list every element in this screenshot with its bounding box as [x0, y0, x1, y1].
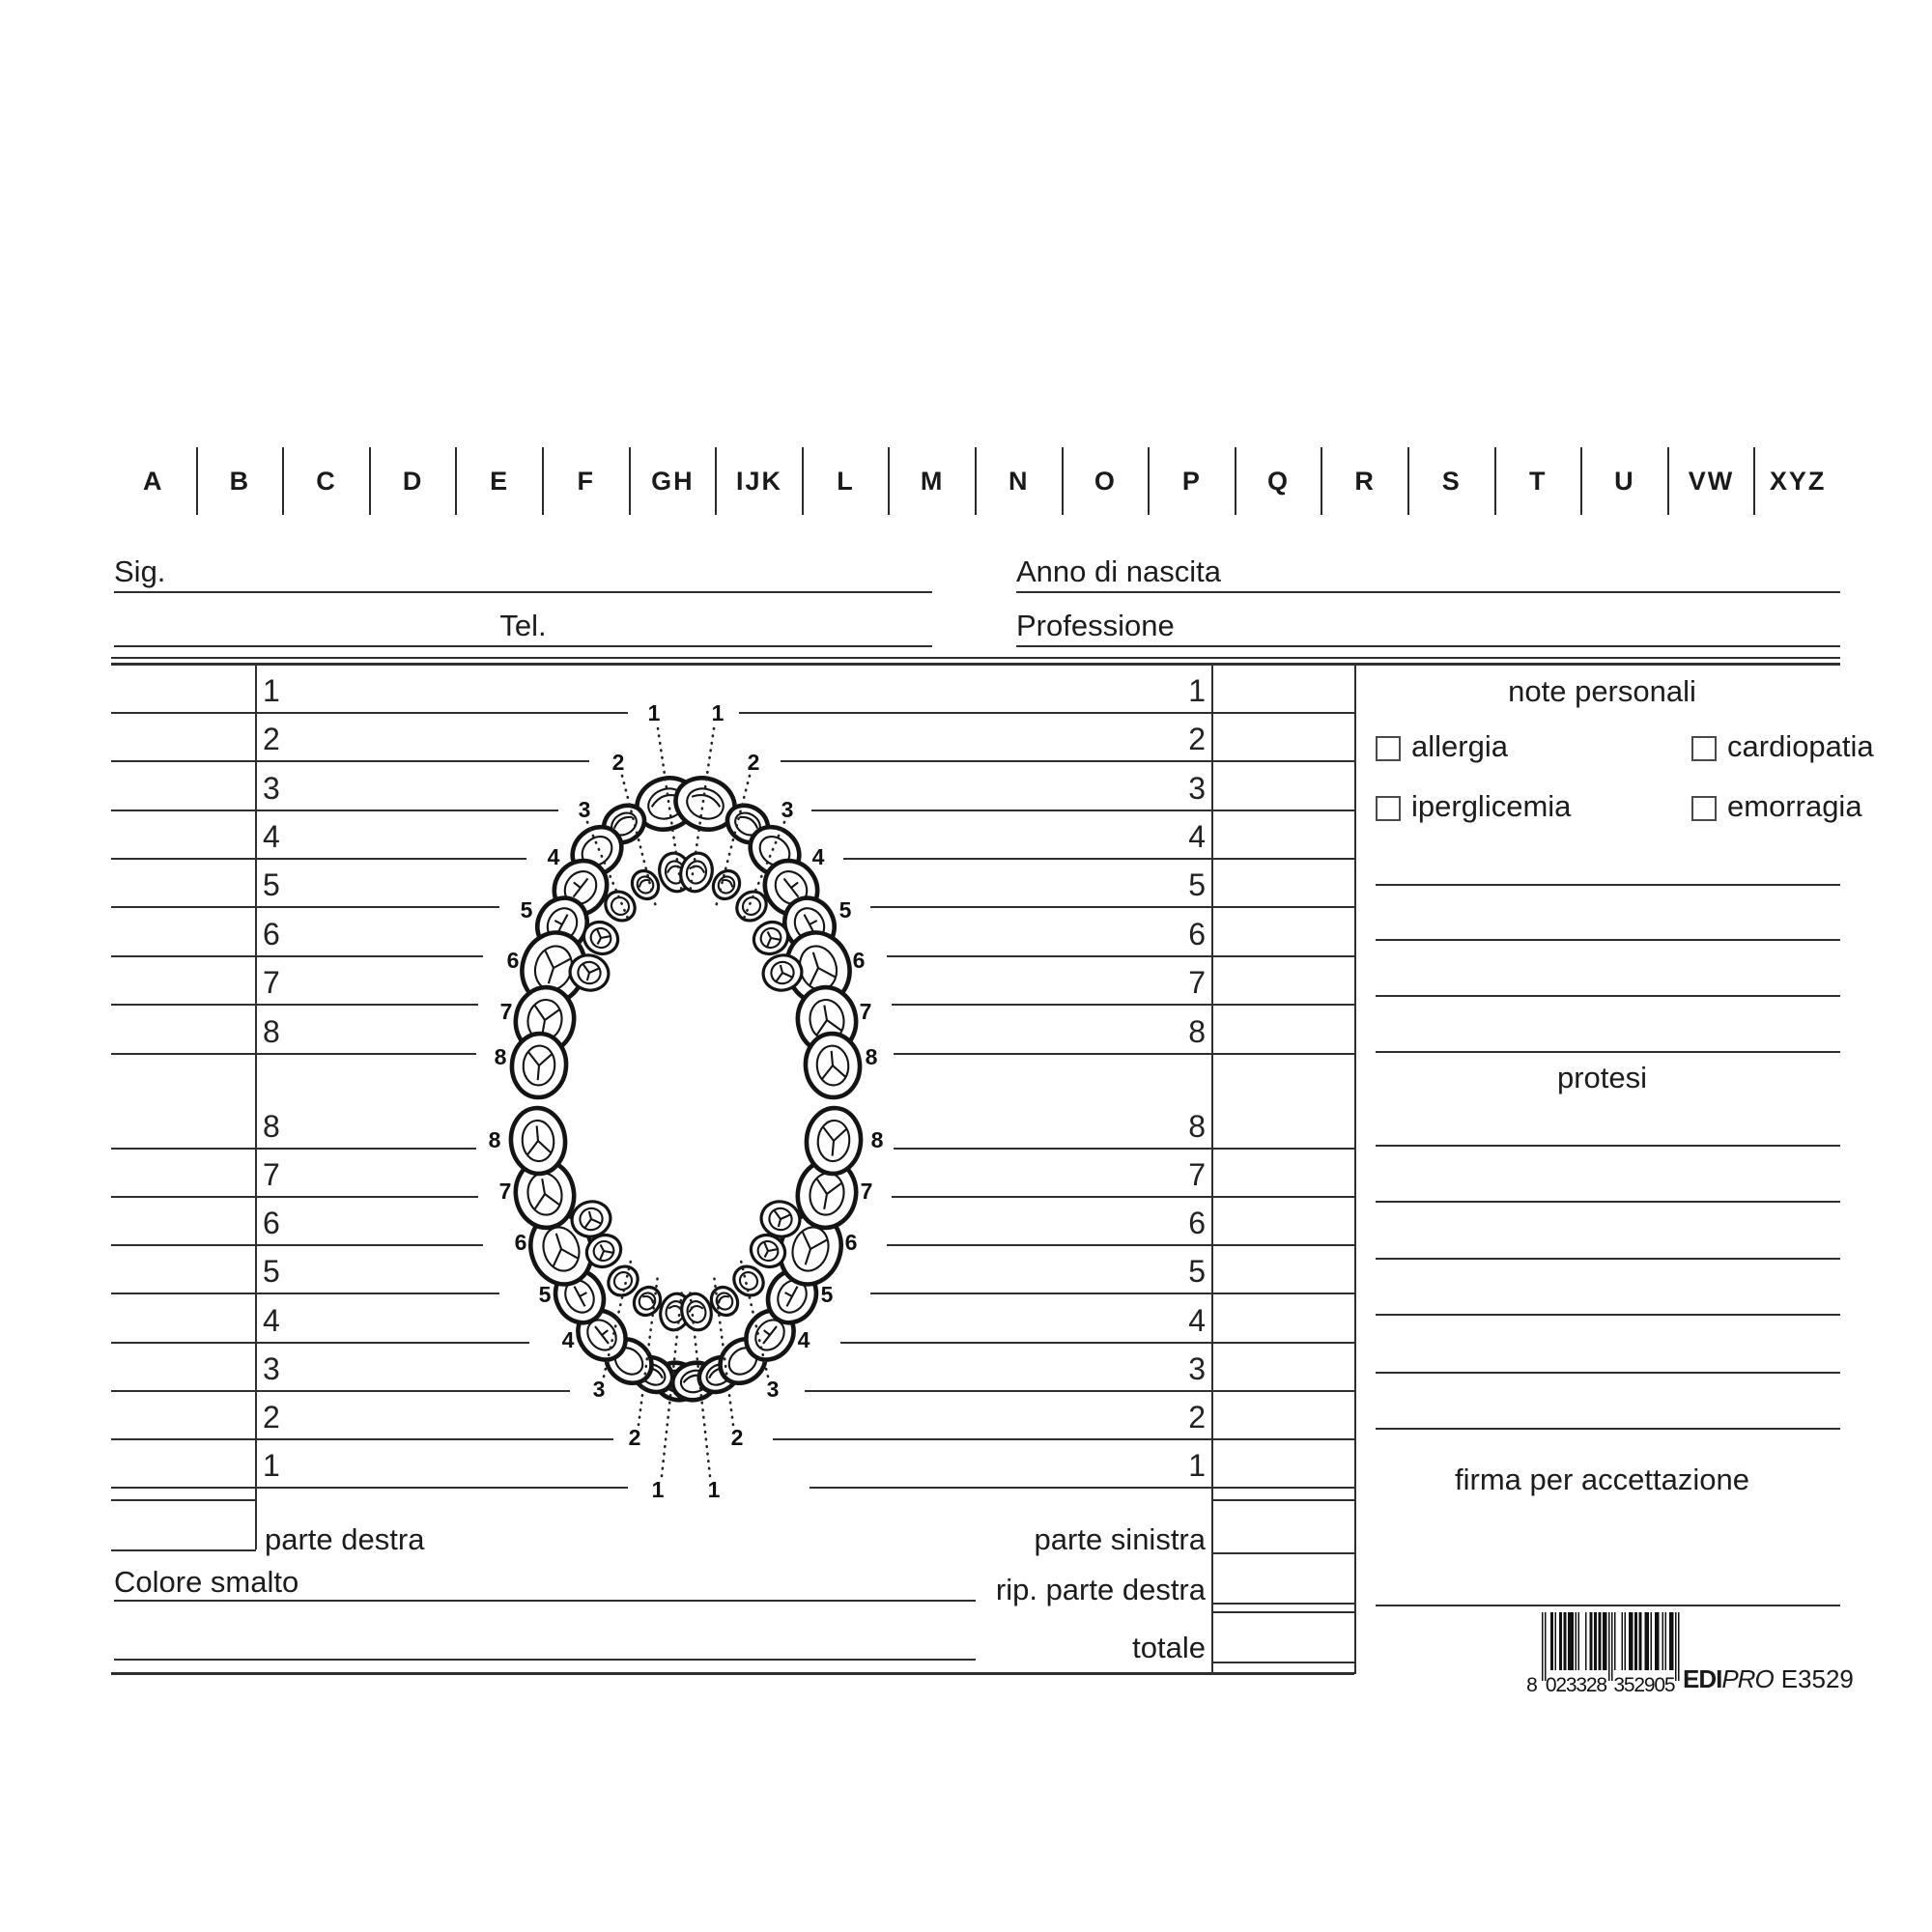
tooth-number-label: 6 [514, 1230, 527, 1255]
tooth-number-label: 4 [547, 844, 560, 869]
tooth-row-number: 2 [263, 1400, 280, 1435]
colore-smalto-input-line[interactable] [114, 1600, 976, 1602]
parte-destra-label: parte destra [265, 1522, 425, 1556]
margin-rule [111, 1499, 255, 1501]
tooth-row-number: 4 [263, 819, 280, 854]
notes-writing-line [1376, 995, 1840, 997]
table-top-rule-thick [111, 663, 1840, 666]
tooth-row-number: 1 [1188, 1448, 1206, 1483]
colore-smalto-label: Colore smalto [114, 1565, 299, 1599]
table-top-rule-thin [111, 657, 1840, 659]
index-tab-p[interactable]: P [1150, 447, 1236, 515]
margin-rule [111, 1293, 255, 1294]
margin-rule [111, 1053, 255, 1055]
tooth-number-label: 7 [498, 1179, 512, 1204]
bottom-writing-line[interactable] [114, 1659, 976, 1661]
tooth-row-number: 8 [1188, 1014, 1206, 1049]
svg-text:0: 0 [1545, 1674, 1557, 1696]
tooth-row-number: 2 [1188, 722, 1206, 756]
notes-writing-line [1376, 1145, 1840, 1147]
protesi-title: protesi [1556, 1061, 1648, 1094]
notes-writing-line [1376, 884, 1840, 886]
tooth-number-label: 5 [820, 1282, 834, 1307]
tooth-row-number: 7 [1188, 965, 1206, 1000]
brand-code: E3529 [1780, 1664, 1854, 1693]
right-column-divider-inner [1211, 663, 1213, 1674]
index-tab-c[interactable]: C [284, 447, 371, 515]
checkbox-iperglicemia[interactable] [1376, 796, 1401, 821]
tooth-row-number: 1 [1188, 673, 1206, 708]
tooth-number-label: 8 [488, 1127, 501, 1152]
tooth-number-label: 5 [538, 1282, 552, 1307]
svg-text:9: 9 [1643, 1674, 1656, 1696]
tooth-number-label: 2 [611, 750, 625, 775]
tooth-chart-diagram [304, 667, 1193, 1497]
tooth-number-label: 8 [870, 1127, 884, 1152]
tel-label: Tel. [499, 609, 547, 642]
tooth-row-number: 4 [1188, 819, 1206, 854]
firma-per-accettazione-label: firma per accettazione [1455, 1463, 1749, 1496]
tooth-row-number: 6 [1188, 917, 1206, 952]
narrow-cell-rule [1211, 955, 1354, 957]
tooth-number-label: 2 [628, 1425, 641, 1450]
narrow-cell-rule [1211, 1662, 1354, 1663]
narrow-cell-rule [1211, 1053, 1354, 1055]
svg-text:0: 0 [1654, 1674, 1666, 1696]
tooth-row-number: 8 [1188, 1109, 1206, 1144]
tooth-row-number: 2 [263, 722, 280, 756]
margin-rule [111, 1196, 255, 1198]
checkbox-label-cardiopatia: cardiopatia [1727, 729, 1874, 763]
margin-rule [111, 1244, 255, 1246]
index-tab-q[interactable]: Q [1236, 447, 1323, 515]
narrow-cell-rule [1211, 1487, 1354, 1489]
index-tab-a[interactable]: A [111, 447, 198, 515]
index-tab-o[interactable]: O [1064, 447, 1151, 515]
margin-rule [111, 858, 255, 860]
tooth-number-label: 6 [506, 948, 520, 973]
index-tab-n[interactable]: N [977, 447, 1064, 515]
narrow-cell-rule [1211, 760, 1354, 762]
tooth-row-number: 6 [263, 917, 280, 952]
svg-text:2: 2 [1585, 1674, 1598, 1696]
index-tab-l[interactable]: L [804, 447, 891, 515]
tooth-row-number: 7 [263, 965, 280, 1000]
index-tab-gh[interactable]: GH [631, 447, 718, 515]
tooth-number-label: 8 [494, 1044, 507, 1069]
margin-rule [111, 1004, 255, 1006]
notes-writing-line [1376, 1201, 1840, 1203]
narrow-cell-rule [1211, 810, 1354, 811]
right-panel-divider [1354, 663, 1356, 1674]
index-tab-u[interactable]: U [1582, 447, 1669, 515]
tel-input-line[interactable] [114, 645, 932, 647]
tooth-number-label: 1 [711, 700, 724, 725]
narrow-cell-rule [1211, 1603, 1354, 1605]
tooth-number-label: 3 [592, 1377, 606, 1402]
index-tab-r[interactable]: R [1322, 447, 1409, 515]
narrow-cell-rule [1211, 1499, 1354, 1501]
tooth-number-label: 5 [520, 897, 533, 923]
parte-sinistra-label: parte sinistra [1034, 1522, 1206, 1556]
tooth-number-label: 1 [651, 1477, 665, 1497]
tooth-number-label: 4 [561, 1327, 575, 1352]
margin-rule [111, 760, 255, 762]
table-bottom-rule [111, 1672, 1354, 1675]
tooth-row-number: 1 [263, 673, 280, 708]
narrow-cell-rule [1211, 858, 1354, 860]
index-tab-f[interactable]: F [544, 447, 631, 515]
margin-rule [111, 1148, 255, 1150]
svg-text:5: 5 [1623, 1674, 1635, 1696]
tooth-row-number: 3 [263, 1351, 280, 1386]
margin-rule [111, 955, 255, 957]
tooth-number-label: 6 [844, 1230, 858, 1255]
tooth-number-label: 5 [838, 897, 852, 923]
tooth-row-number: 4 [1188, 1303, 1206, 1338]
anno-di-nascita-input-line[interactable] [1016, 591, 1840, 593]
tooth-row-number: 6 [1188, 1206, 1206, 1240]
ean13-barcode [1520, 1609, 1694, 1696]
narrow-cell-rule [1211, 1611, 1354, 1613]
narrow-cell-rule [1211, 1552, 1354, 1554]
narrow-cell-rule [1211, 1196, 1354, 1198]
svg-text:2: 2 [1634, 1674, 1646, 1696]
sig-label: Sig. [114, 554, 166, 588]
svg-text:5: 5 [1663, 1674, 1676, 1696]
brand-pro: PRO [1721, 1664, 1774, 1693]
tooth-row-number: 5 [1188, 867, 1206, 902]
checkbox-allergia[interactable] [1376, 736, 1401, 761]
narrow-cell-rule [1211, 1004, 1354, 1006]
sig-input-line[interactable] [114, 591, 932, 593]
index-tab-d[interactable]: D [371, 447, 458, 515]
tooth-row-number: 5 [263, 1254, 280, 1289]
narrow-cell-rule [1211, 712, 1354, 714]
index-tab-b[interactable]: B [198, 447, 285, 515]
narrow-cell-rule [1211, 906, 1354, 908]
tooth-row-number: 8 [263, 1109, 280, 1144]
brand-edi: EDI [1683, 1664, 1722, 1693]
tooth-row-number: 2 [1188, 1400, 1206, 1435]
notes-writing-line [1376, 1051, 1840, 1053]
margin-rule [111, 1487, 255, 1489]
notes-writing-line [1376, 939, 1840, 941]
alphabet-index-tabs [111, 447, 1840, 515]
tooth-row-number: 7 [263, 1157, 280, 1192]
tooth-row-number: 3 [1188, 771, 1206, 806]
tooth-number-label: 6 [852, 948, 866, 973]
tooth-number-label: 7 [859, 999, 872, 1024]
notes-writing-line [1376, 1372, 1840, 1374]
narrow-cell-rule [1211, 1438, 1354, 1440]
index-tab-e[interactable]: E [457, 447, 544, 515]
checkbox-label-emorragia: emorragia [1727, 789, 1862, 823]
note-personali-title: note personali [1508, 674, 1696, 708]
tooth-row-number: 4 [263, 1303, 280, 1338]
tooth-number-label: 7 [860, 1179, 873, 1204]
tooth-number-label: 3 [578, 797, 591, 822]
narrow-cell-rule [1211, 1390, 1354, 1392]
margin-rule [111, 712, 255, 714]
left-margin-divider [255, 663, 257, 1549]
index-tab-ijk[interactable]: IJK [717, 447, 804, 515]
tooth-number-label: 2 [730, 1425, 744, 1450]
svg-text:8: 8 [1526, 1674, 1538, 1696]
professione-label: Professione [1016, 609, 1175, 642]
narrow-cell-rule [1211, 1148, 1354, 1150]
tooth-number-label: 7 [499, 999, 513, 1024]
left-margin-bottom-rule [111, 1549, 256, 1551]
tooth-number-label: 4 [811, 844, 825, 869]
tooth-row-number: 5 [1188, 1254, 1206, 1289]
tooth-row-number: 3 [1188, 1351, 1206, 1386]
tooth-row-number: 8 [263, 1014, 280, 1049]
tooth-number-label: 2 [747, 750, 760, 775]
svg-text:2: 2 [1555, 1674, 1568, 1696]
svg-text:3: 3 [1576, 1674, 1588, 1696]
checkbox-cardiopatia[interactable] [1691, 736, 1717, 761]
margin-rule [111, 906, 255, 908]
index-tab-t[interactable]: T [1496, 447, 1583, 515]
totale-label: totale [1132, 1631, 1206, 1664]
margin-rule [111, 1438, 255, 1440]
narrow-cell-rule [1211, 1244, 1354, 1246]
checkbox-emorragia[interactable] [1691, 796, 1717, 821]
rip-parte-destra-label: rip. parte destra [995, 1573, 1206, 1606]
index-tab-m[interactable]: M [890, 447, 977, 515]
index-tab-xyz[interactable]: XYZ [1769, 466, 1827, 496]
margin-rule [111, 810, 255, 811]
svg-text:3: 3 [1565, 1674, 1577, 1696]
checkbox-label-iperglicemia: iperglicemia [1411, 789, 1572, 823]
narrow-cell-rule [1211, 1342, 1354, 1344]
tooth-number-label: 4 [797, 1327, 810, 1352]
tooth-row-number: 6 [263, 1206, 280, 1240]
checkbox-label-allergia: allergia [1411, 729, 1508, 763]
tooth-row-number: 3 [263, 771, 280, 806]
notes-writing-line [1376, 1314, 1840, 1316]
tooth-row-number: 1 [263, 1448, 280, 1483]
professione-input-line[interactable] [1016, 645, 1840, 647]
svg-text:3: 3 [1613, 1674, 1626, 1696]
notes-writing-line [1376, 1428, 1840, 1430]
narrow-cell-rule [1211, 1293, 1354, 1294]
tooth-number-label: 3 [766, 1377, 780, 1402]
tooth-number-label: 8 [865, 1044, 878, 1069]
margin-rule [111, 1342, 255, 1344]
index-tab-vw[interactable]: VW [1669, 447, 1756, 515]
tooth-number-label: 1 [707, 1477, 721, 1497]
brand-logo [1683, 1664, 1854, 1694]
index-tab-s[interactable]: S [1409, 447, 1496, 515]
notes-writing-line [1376, 1605, 1840, 1606]
tooth-number-label: 1 [647, 700, 661, 725]
svg-text:8: 8 [1596, 1674, 1608, 1696]
notes-writing-line [1376, 1258, 1840, 1260]
tooth-number-label: 3 [781, 797, 794, 822]
margin-rule [111, 1390, 255, 1392]
tooth-row-number: 7 [1188, 1157, 1206, 1192]
tooth-row-number: 5 [263, 867, 280, 902]
anno-di-nascita-label: Anno di nascita [1016, 554, 1221, 588]
